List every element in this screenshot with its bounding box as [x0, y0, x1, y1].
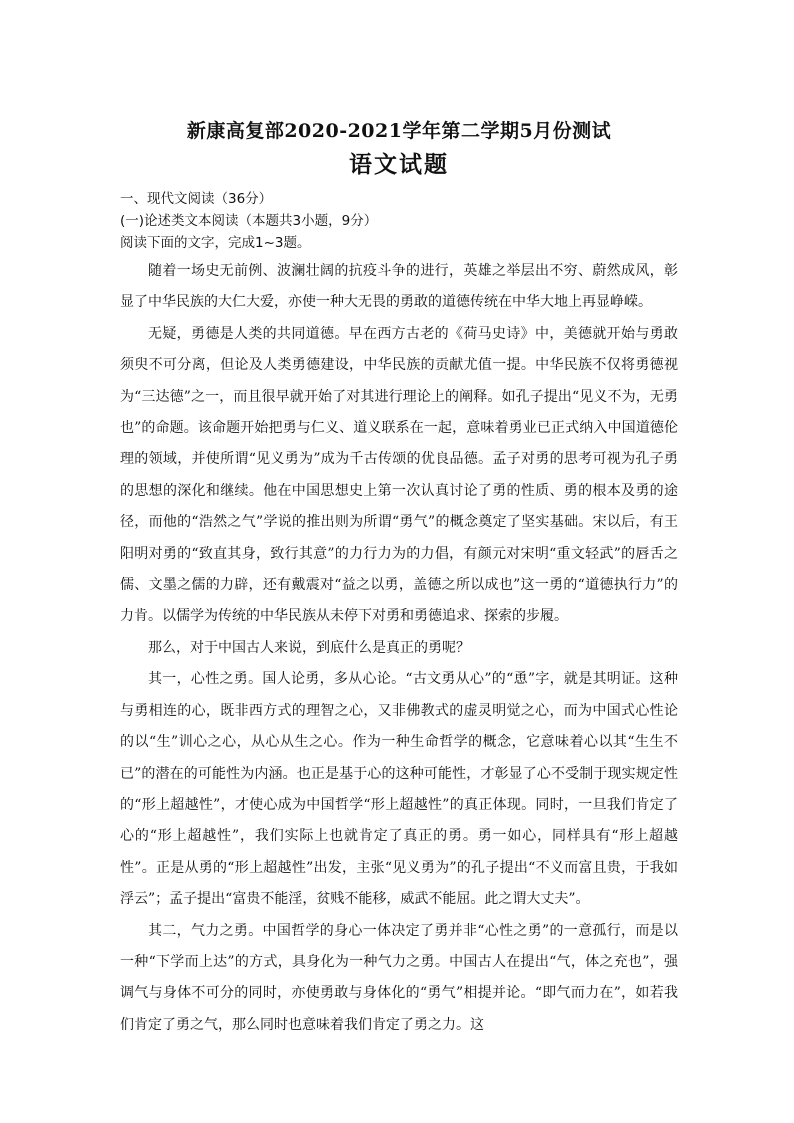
exam-title: 新康高复部2020-2021学年第二学期5月份测试 [186, 120, 612, 142]
passage-paragraph-5: 其二，气力之勇。中国哲学的身心一体决定了勇并非“心性之勇”的一意孤行，而是以一种“下学而上达”的方式，具身化为一种气力之勇。中国古人在提出“气，体之充也”，强调气与身体不可分的同时，亦使勇敢与身体化的“勇气”相提并论。“即气而力在”，如若我们肯定了勇之气，那么同时也意味着我们肯定了勇之力。这 [120, 922, 678, 1033]
exam-subtitle: 语文试题 [349, 151, 449, 178]
passage-paragraph-3: 那么，对于中国古人来说，到底什么是真正的勇呢？ [148, 639, 470, 656]
section-heading: 一、现代文阅读（36分） [120, 191, 273, 207]
reading-passage [120, 256, 678, 1041]
passage-paragraph-1: 随着一场史无前例、波澜壮阔的抗疫斗争的进行，英雄之举层出不穷、蔚然成风，彰显了中华民族的大仁大爱，亦使一种大无畏的勇敢的道德传统在中华大地上再显峥嵘。 [120, 263, 678, 311]
subsection-heading: (一)论述类文本阅读（本题共3小题，9分） [120, 213, 378, 229]
passage-paragraph-4: 其一，心性之勇。国人论勇，多从心论。“古文勇从心”的“恿”字，就是其明证。这种与勇相连的心，既非西方式的理智之心，又非佛教式的虚灵明觉之心，而为中国式心性论的以“生”训心之心，从心从生之心。作为一种生命哲学的概念，它意味着心以其“生生不已”的潜在的可能性为内涵。也正是基于心的这种可能性，才彰显了心不受制于现实规定性的“形上超越性”，才使心成为中国哲学“形上超越性”的真正体现。同时，一旦我们肯定了心的“形上超越性”，我们实际上也就肯定了真正的勇。勇一如心，同样具有“形上超越性”。正是从勇的“形上超越性”出发，主张“见义勇为”的孔子提出“不义而富且贵，于我如浮云”；孟子提出“富贵不能淫，贫贱不能移，威武不能屈。此之谓大丈夫”。 [120, 671, 678, 908]
passage-paragraph-2: 无疑，勇德是人类的共同道德。早在西方古老的《荷马史诗》中，美德就开始与勇敢须臾不可分离，但论及人类勇德建设，中华民族的贡献尤值一提。中华民族不仅将勇德视为“三达德”之一，而且很早就开始了对其进行理论上的阐释。如孔子提出“见义不为，无勇也”的命题。该命题开始把勇与仁义、道义联系在一起，意味着勇业已正式纳入中国道德伦理的领域，并使所谓“见义勇为”成为千古传颂的优良品德。孟子对勇的思考可视为孔子勇的思想的深化和继续。他在中国思想史上第一次认真讨论了勇的性质、勇的根本及勇的途径，而他的“浩然之气”学说的推出则为所谓“勇气”的概念奠定了坚实基础。宋以后，有王阳明对勇的“致直其身，致行其意”的力行力为的力倡，有颜元对宋明“重文轻武”的唇舌之儒、文墨之儒的力辟，还有戴震对“益之以勇，盖德之所以成也”这一勇的“道德执行力”的力肯。以儒学为传统的中华民族从未停下对勇和勇德追求、探索的步履。 [120, 325, 678, 625]
reading-instruction: 阅读下面的文字，完成1~3题。 [120, 235, 311, 251]
